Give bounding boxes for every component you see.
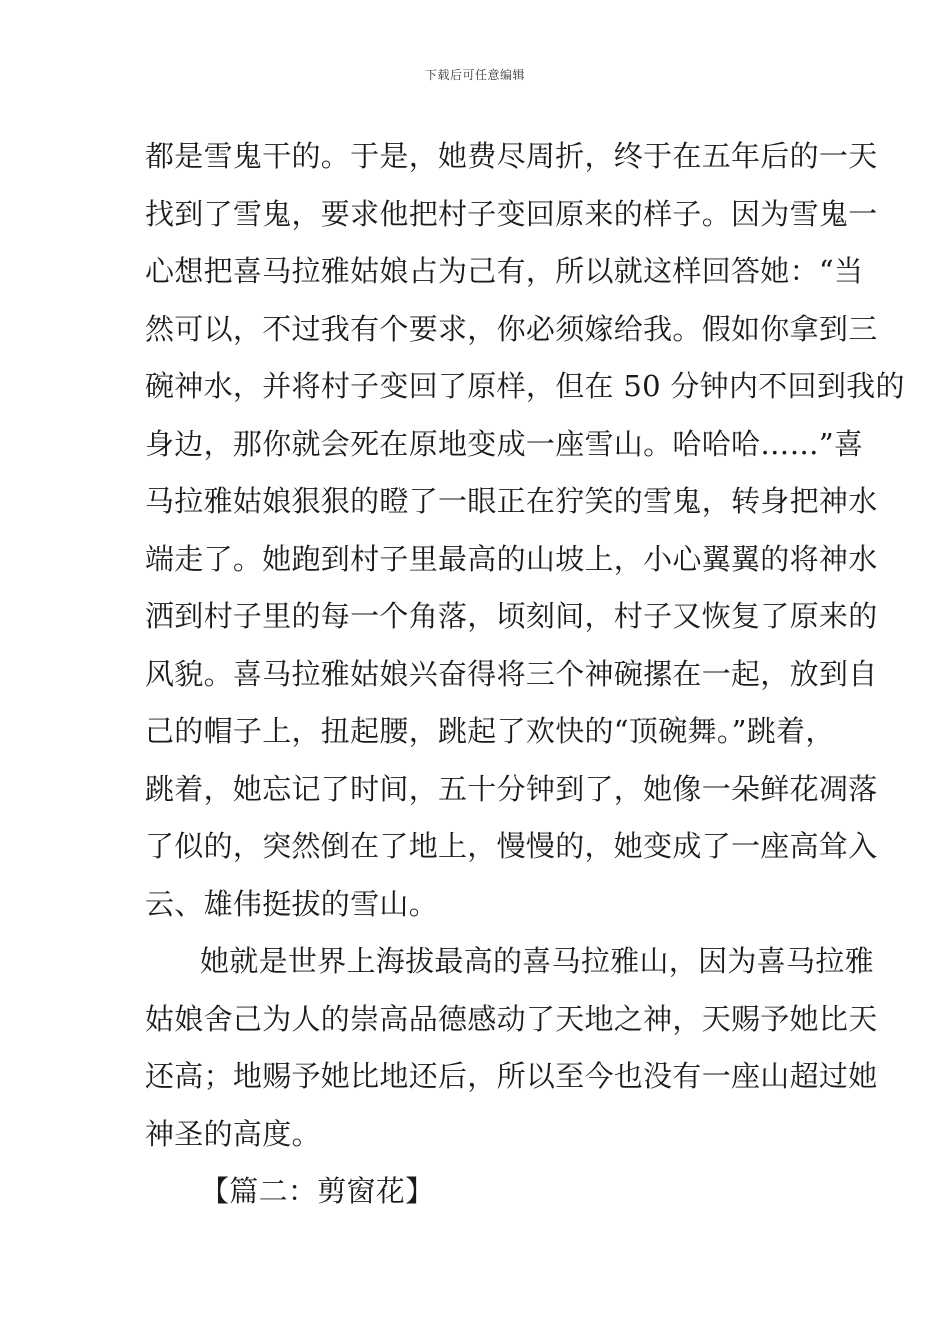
text-line: 了似的，突然倒在了地上，慢慢的，她变成了一座高耸入: [145, 829, 878, 863]
paragraph-1: [145, 128, 905, 933]
paragraph-2: [145, 933, 878, 1163]
text-line: 己的帽子上，扭起腰，跳起了欢快的“顶碗舞。”跳着，: [145, 714, 835, 748]
section-heading: 【篇二：剪窗花】: [200, 1174, 435, 1208]
text-line: 碗神水，并将村子变回了原样，但在 50 分钟内不回到我的: [145, 369, 905, 403]
text-line: 她就是世界上海拔最高的喜马拉雅山，因为喜马拉雅: [200, 944, 874, 978]
text-line: 身边，那你就会死在原地变成一座雪山。哈哈哈……”喜: [145, 426, 864, 461]
text-line: 心想把喜马拉雅姑娘占为己有，所以就这样回答她：“当: [145, 254, 864, 288]
text-line: 神圣的高度。: [145, 1116, 321, 1151]
text-line: 风貌。喜马拉雅姑娘兴奋得将三个神碗摞在一起，放到自: [145, 656, 878, 691]
text-line: 跳着，她忘记了时间，五十分钟到了，她像一朵鲜花凋落: [145, 771, 878, 806]
text-line: 马拉雅姑娘狠狠的瞪了一眼正在狞笑的雪鬼，转身把神水: [145, 484, 878, 518]
text-line: 还高；地赐予她比地还后，所以至今也没有一座山超过她: [145, 1059, 878, 1093]
text-line: 姑娘舍己为人的崇高品德感动了天地之神，天赐予她比天: [145, 1001, 878, 1036]
text-line: 洒到村子里的每一个角落，顷刻间，村子又恢复了原来的: [145, 599, 878, 633]
text-line: 都是雪鬼干的。于是，她费尽周折，终于在五年后的一天: [145, 139, 878, 173]
text-line: 找到了雪鬼，要求他把村子变回原来的样子。因为雪鬼一: [145, 196, 878, 231]
text-line: 端走了。她跑到村子里最高的山坡上，小心翼翼的将神水: [145, 541, 878, 576]
body-text: [145, 128, 905, 1221]
header-note: 下载后可任意编辑: [424, 68, 525, 82]
text-line: 云、雄伟挺拔的雪山。: [145, 886, 439, 921]
text-line: 然可以，不过我有个要求，你必须嫁给我。假如你拿到三: [145, 311, 878, 346]
